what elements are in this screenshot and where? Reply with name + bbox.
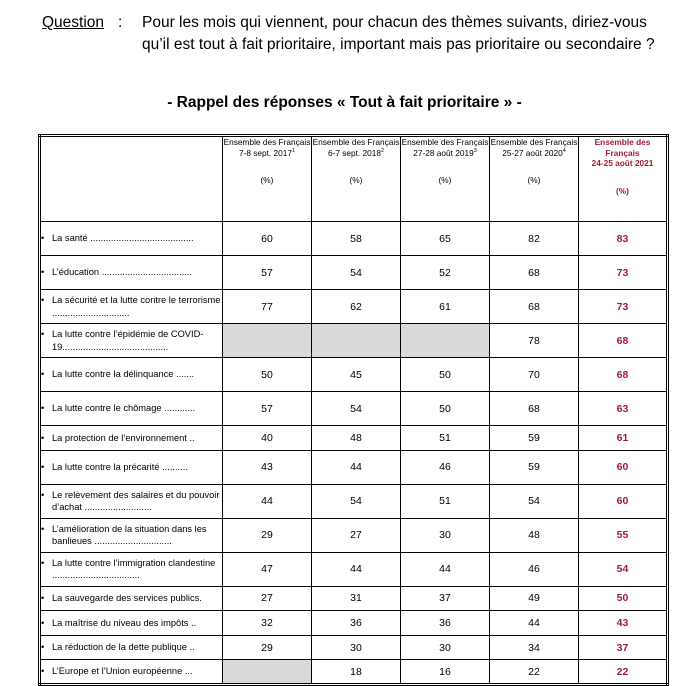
- value-cell: 54: [579, 552, 668, 586]
- bullet: •: [41, 432, 45, 443]
- footnote-mark: 4: [562, 147, 566, 154]
- bullet: •: [41, 233, 45, 244]
- value-cell: 44: [223, 484, 312, 518]
- value-cell: 50: [223, 358, 312, 392]
- value-cell: 60: [579, 484, 668, 518]
- value-cell: 34: [490, 635, 579, 660]
- column-date: [490, 148, 578, 159]
- table-row: [40, 611, 668, 636]
- table-row: [40, 586, 668, 611]
- bullet: •: [41, 461, 45, 472]
- column-unit: (%): [527, 175, 541, 185]
- value-cell: 46: [490, 552, 579, 586]
- bullet: •: [41, 523, 45, 534]
- header-corner-cell: [40, 136, 223, 222]
- column-title: Ensemble des Français: [312, 137, 400, 147]
- value-cell: 22: [579, 660, 668, 685]
- column-date: [312, 148, 400, 159]
- value-cell: 45: [312, 358, 401, 392]
- table-row: [40, 635, 668, 660]
- bullet: •: [41, 666, 45, 677]
- column-date: [401, 148, 489, 159]
- question-text: Pour les mois qui viennent, pour chacun des thèmes suivants, diriez-vous qu’il est tout à fait prioritaire, important mais pas prioritaire ou secondaire ?: [142, 14, 655, 53]
- table-row: [40, 324, 668, 358]
- value-cell: 54: [312, 256, 401, 290]
- bullet: •: [41, 557, 45, 568]
- row-label: La santé ........................................: [52, 233, 194, 244]
- row-label: Le relèvement des salaires et du pouvoir d’achat ..........................: [52, 489, 220, 513]
- bullet: •: [41, 267, 45, 278]
- row-label-cell: [40, 222, 223, 256]
- value-cell: 44: [312, 552, 401, 586]
- value-cell: 30: [401, 518, 490, 552]
- row-label: L’amélioration de la situation dans les banlieues ..............................: [52, 523, 207, 547]
- column-title: Ensemble des Français: [223, 137, 311, 147]
- value-cell: 73: [579, 256, 668, 290]
- bullet: •: [41, 642, 45, 653]
- value-cell: 63: [579, 392, 668, 426]
- value-cell: 78: [490, 324, 579, 358]
- bullet: •: [41, 369, 45, 380]
- value-cell: 57: [223, 392, 312, 426]
- value-cell: 59: [490, 426, 579, 451]
- column-unit: (%): [260, 175, 274, 185]
- column-header-3: [401, 136, 490, 222]
- value-cell: 36: [401, 611, 490, 636]
- column-date-text: 27-28 août 2019: [413, 147, 474, 158]
- footnote-mark: 1: [291, 147, 296, 154]
- column-date-text: 24-25 août 2021: [591, 158, 654, 168]
- value-cell: 82: [490, 222, 579, 256]
- footnote-mark: 2: [380, 147, 385, 154]
- value-cell: 73: [579, 290, 668, 324]
- row-label: La réduction de la dette publique ..: [52, 642, 195, 653]
- value-cell: 62: [312, 290, 401, 324]
- value-cell: 51: [401, 426, 490, 451]
- column-date-text: 7-8 sept. 2017: [238, 147, 292, 158]
- empty-cell: [223, 324, 312, 358]
- bullet: •: [41, 403, 45, 414]
- row-label: La lutte contre la délinquance .......: [52, 369, 195, 380]
- row-label-cell: [40, 660, 223, 685]
- row-label-cell: [40, 635, 223, 660]
- row-label: La sauvegarde des services publics.: [52, 593, 202, 604]
- value-cell: 46: [401, 450, 490, 484]
- row-label: La lutte contre le chômage ............: [52, 403, 196, 414]
- value-cell: 44: [490, 611, 579, 636]
- row-label: La lutte contre l’épidémie de COVID-19.........................................: [52, 329, 204, 352]
- value-cell: 61: [579, 426, 668, 451]
- value-cell: 37: [401, 586, 490, 611]
- subtitle: - Rappel des réponses « Tout à fait prioritaire » -: [167, 94, 522, 111]
- row-label-cell: [40, 324, 223, 358]
- row-label: L’Europe et l’Union européenne ...: [52, 666, 193, 677]
- value-cell: 50: [401, 358, 490, 392]
- value-cell: 54: [312, 392, 401, 426]
- value-cell: 29: [223, 518, 312, 552]
- column-date: [579, 158, 666, 169]
- row-label-cell: [40, 611, 223, 636]
- row-label-cell: [40, 256, 223, 290]
- value-cell: 68: [490, 290, 579, 324]
- value-cell: 60: [579, 450, 668, 484]
- value-cell: 57: [223, 256, 312, 290]
- value-cell: 43: [579, 611, 668, 636]
- results-table: [38, 134, 669, 686]
- value-cell: 43: [223, 450, 312, 484]
- column-header-2: [312, 136, 401, 222]
- column-date-text: 6-7 sept. 2018: [327, 147, 381, 158]
- header-row: [40, 136, 668, 222]
- value-cell: 68: [579, 358, 668, 392]
- empty-cell: [312, 324, 401, 358]
- row-label: La lutte contre l’immigration clandestine ..................................: [52, 557, 216, 581]
- value-cell: 77: [223, 290, 312, 324]
- table-row: [40, 450, 668, 484]
- column-title: Ensemble des Français: [401, 137, 489, 147]
- table-row: [40, 518, 668, 552]
- value-cell: 40: [223, 426, 312, 451]
- empty-cell: [223, 660, 312, 685]
- value-cell: 32: [223, 611, 312, 636]
- table-body: [40, 222, 668, 685]
- bullet: •: [41, 617, 45, 628]
- bullet: •: [41, 593, 45, 604]
- row-label-cell: [40, 552, 223, 586]
- column-unit: (%): [438, 175, 452, 185]
- table-row: [40, 552, 668, 586]
- row-label: La maîtrise du niveau des impôts ..: [52, 617, 197, 628]
- value-cell: 50: [579, 586, 668, 611]
- value-cell: 55: [579, 518, 668, 552]
- row-label-cell: [40, 392, 223, 426]
- value-cell: 37: [579, 635, 668, 660]
- column-date: [223, 148, 311, 159]
- row-label: La protection de l’environnement ..: [52, 432, 195, 443]
- table-row: [40, 358, 668, 392]
- value-cell: 68: [490, 256, 579, 290]
- footnote-mark: 3: [473, 147, 477, 154]
- value-cell: 30: [312, 635, 401, 660]
- table-row: [40, 256, 668, 290]
- question-colon: :: [118, 14, 123, 31]
- value-cell: 52: [401, 256, 490, 290]
- column-title: Ensemble des Français: [490, 137, 578, 147]
- row-label-cell: [40, 518, 223, 552]
- value-cell: 50: [401, 392, 490, 426]
- value-cell: 44: [401, 552, 490, 586]
- table-row: [40, 222, 668, 256]
- value-cell: 48: [312, 426, 401, 451]
- bullet: •: [41, 329, 45, 339]
- value-cell: 47: [223, 552, 312, 586]
- value-cell: 27: [312, 518, 401, 552]
- column-header-5: [579, 136, 668, 222]
- value-cell: 51: [401, 484, 490, 518]
- row-label-cell: [40, 484, 223, 518]
- value-cell: 27: [223, 586, 312, 611]
- column-title: Ensemble des Français: [594, 137, 651, 158]
- table-row: [40, 660, 668, 685]
- bullet: •: [41, 295, 45, 305]
- row-label-cell: [40, 586, 223, 611]
- column-header-4: [490, 136, 579, 222]
- question-label: Question: [42, 14, 105, 31]
- row-label-cell: [40, 426, 223, 451]
- table-row: [40, 392, 668, 426]
- value-cell: 22: [490, 660, 579, 685]
- value-cell: 70: [490, 358, 579, 392]
- bullet: •: [41, 489, 45, 500]
- value-cell: 31: [312, 586, 401, 611]
- row-label-cell: [40, 358, 223, 392]
- row-label-cell: [40, 450, 223, 484]
- table-row: [40, 290, 668, 324]
- column-date-text: 25-27 août 2020: [502, 147, 563, 158]
- value-cell: 44: [312, 450, 401, 484]
- value-cell: 65: [401, 222, 490, 256]
- value-cell: 16: [401, 660, 490, 685]
- column-unit: (%): [349, 175, 363, 185]
- value-cell: 58: [312, 222, 401, 256]
- value-cell: 60: [223, 222, 312, 256]
- column-header-1: [223, 136, 312, 222]
- row-label: La sécurité et la lutte contre le terrorisme ..............................: [52, 295, 221, 318]
- row-label: La lutte contre la précarité ..........: [52, 461, 188, 472]
- value-cell: 49: [490, 586, 579, 611]
- value-cell: 83: [579, 222, 668, 256]
- value-cell: 68: [579, 324, 668, 358]
- value-cell: 29: [223, 635, 312, 660]
- value-cell: 61: [401, 290, 490, 324]
- value-cell: 30: [401, 635, 490, 660]
- value-cell: 48: [490, 518, 579, 552]
- row-label: L’éducation ...................................: [52, 267, 193, 278]
- value-cell: 68: [490, 392, 579, 426]
- value-cell: 18: [312, 660, 401, 685]
- value-cell: 54: [312, 484, 401, 518]
- value-cell: 59: [490, 450, 579, 484]
- table-row: [40, 426, 668, 451]
- table-row: [40, 484, 668, 518]
- value-cell: 54: [490, 484, 579, 518]
- row-label-cell: [40, 290, 223, 324]
- value-cell: 36: [312, 611, 401, 636]
- column-unit: (%): [616, 185, 629, 196]
- empty-cell: [401, 324, 490, 358]
